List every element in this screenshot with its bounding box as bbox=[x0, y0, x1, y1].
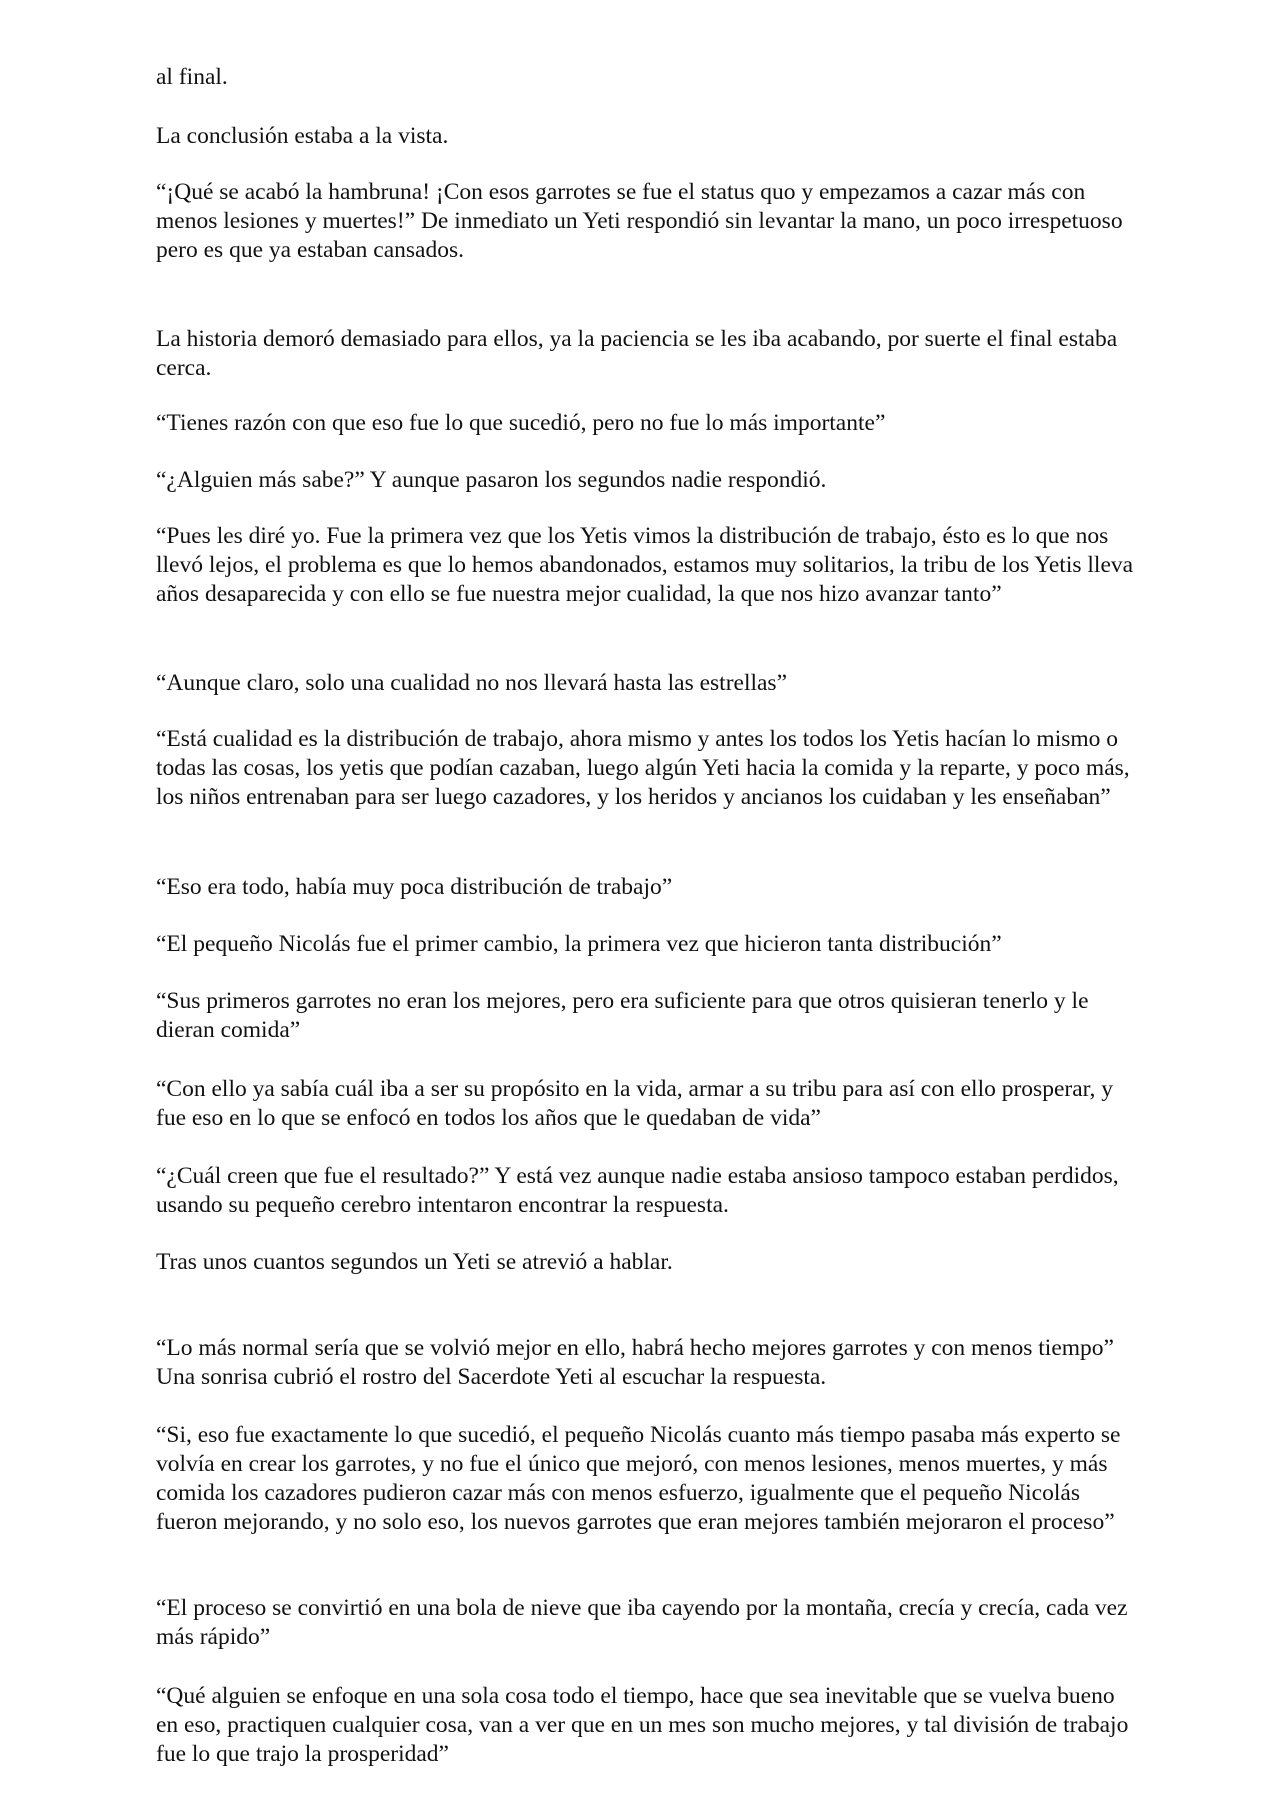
paragraph: al final. bbox=[156, 64, 228, 90]
paragraph: “¿Alguien más sabe?” Y aunque pasaron los segundos nadie respondió. bbox=[156, 467, 827, 493]
paragraph: “¿Cuál creen que fue el resultado?” Y está vez aunque nadie estaba ansioso tampoco estaban perdidos, usando su pequeño cerebro intentaron encontrar la respuesta. bbox=[156, 1163, 1119, 1218]
paragraph: “Lo más normal sería que se volvió mejor en ello, habrá hecho mejores garrotes y con menos tiempo” Una sonrisa cubrió el rostro del Sacerdote Yeti al escuchar la respuesta. bbox=[156, 1335, 1114, 1390]
paragraph: “Sus primeros garrotes no eran los mejores, pero era suficiente para que otros quisieran tenerlo y le dieran comida” bbox=[156, 988, 1089, 1043]
paragraph: La conclusión estaba a la vista. bbox=[156, 123, 449, 149]
paragraph: Tras unos cuantos segundos un Yeti se atrevió a hablar. bbox=[156, 1249, 673, 1275]
paragraph: “Si, eso fue exactamente lo que sucedió, el pequeño Nicolás cuanto más tiempo pasaba más experto se volvía en crear los garrotes, y no fue el único que mejoró, con menos lesiones, menos muertes, y más comida los cazadores pudieron cazar más con menos esfuerzo, igualmente que el pequeño Nicolás fueron mejorando, y no solo eso, los nuevos garrotes que eran mejores también mejoraron el proceso” bbox=[156, 1422, 1121, 1535]
paragraph: “El pequeño Nicolás fue el primer cambio, la primera vez que hicieron tanta distribución” bbox=[156, 931, 1002, 957]
paragraph: “Eso era todo, había muy poca distribución de trabajo” bbox=[156, 874, 673, 900]
paragraph: “Está cualidad es la distribución de trabajo, ahora mismo y antes los todos los Yetis hacían lo mismo o todas las cosas, los yetis que podían cazaban, luego algún Yeti hacia la comida y la reparte, y poco más, los niños entrenaban para ser luego cazadores, y los heridos y ancianos los cuidaban y les enseñaban” bbox=[156, 726, 1130, 810]
paragraph: La historia demoró demasiado para ellos, ya la paciencia se les iba acabando, por suerte el final estaba cerca. bbox=[156, 326, 1118, 381]
paragraph: “Aunque claro, solo una cualidad no nos llevará hasta las estrellas” bbox=[156, 670, 788, 696]
paragraph: “Tienes razón con que eso fue lo que sucedió, pero no fue lo más importante” bbox=[156, 410, 886, 436]
paragraph: “El proceso se convirtió en una bola de nieve que iba cayendo por la montaña, crecía y crecía, cada vez más rápido” bbox=[156, 1595, 1128, 1650]
paragraph: “¡Qué se acabó la hambruna! ¡Con esos garrotes se fue el status quo y empezamos a cazar más con menos lesiones y muertes!” De inmediato un Yeti respondió sin levantar la mano, un poco irrespetuoso pero es que ya estaban cansados. bbox=[156, 179, 1123, 263]
paragraph: “Con ello ya sabía cuál iba a ser su propósito en la vida, armar a su tribu para así con ello prosperar, y fue eso en lo que se enfocó en todos los años que le quedaban de vida” bbox=[156, 1076, 1114, 1131]
paragraph: “Pues les diré yo. Fue la primera vez que los Yetis vimos la distribución de trabajo, ésto es lo que nos llevó lejos, el problema es que lo hemos abandonados, estamos muy solitarios, la tribu de los Yetis lleva años desaparecida y con ello se fue nuestra mejor cualidad, la que nos hizo avanzar tanto” bbox=[156, 523, 1134, 607]
paragraph: “Qué alguien se enfoque en una sola cosa todo el tiempo, hace que sea inevitable que se vuelva bueno en eso, practiquen cualquier cosa, van a ver que en un mes son mucho mejores, y tal división de trabajo fue lo que trajo la prosperidad” bbox=[156, 1683, 1129, 1767]
